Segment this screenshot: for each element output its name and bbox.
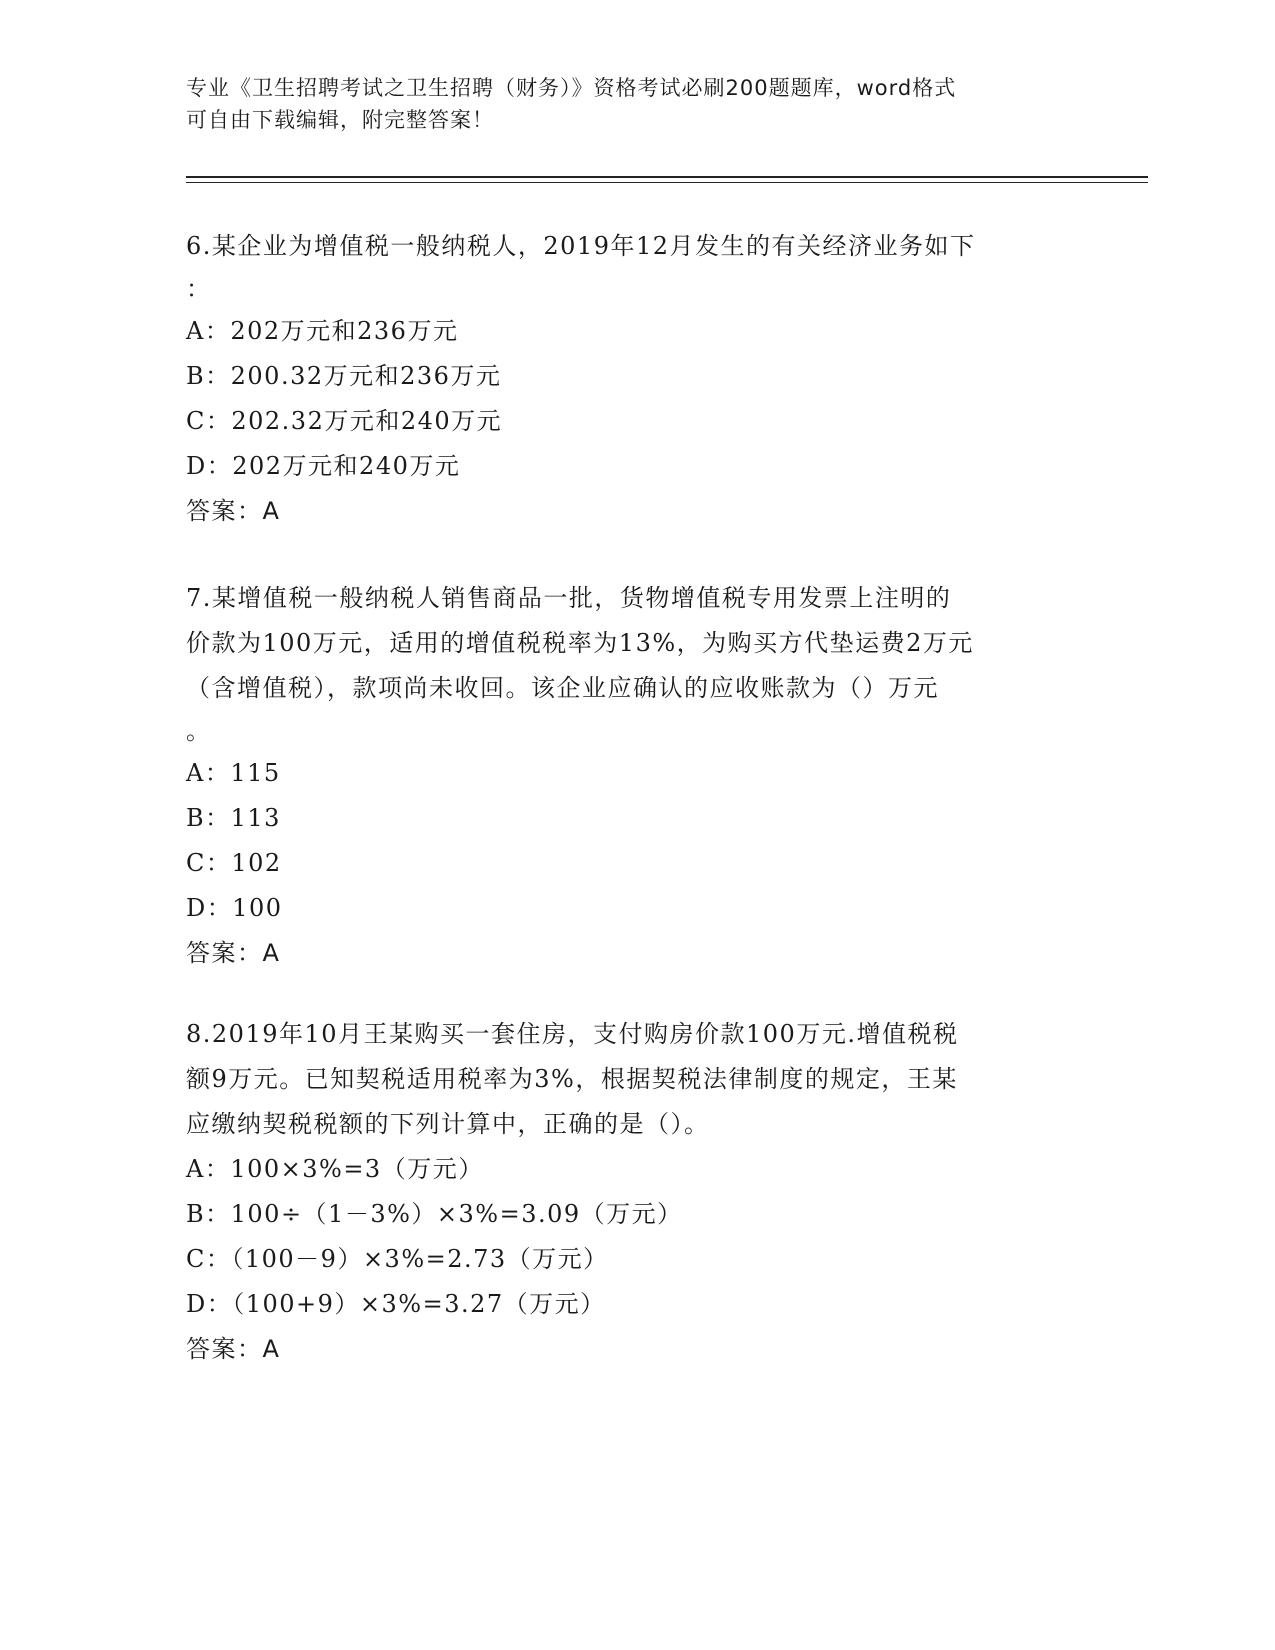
option-c: C：202.32万元和240万元 — [186, 407, 503, 435]
question-7 — [186, 576, 1076, 976]
question-stem-line: 8.2019年10月王某购买一套住房，支付购房价款100万元.增值税税 — [186, 1020, 959, 1048]
option-d: D：（100+9）×3%=3.27（万元） — [186, 1290, 606, 1318]
answer-label: 答案：A — [186, 497, 281, 525]
header-divider-thin — [186, 182, 1148, 183]
header-divider-thick — [186, 176, 1148, 178]
option-b: B：200.32万元和236万元 — [186, 362, 502, 390]
option-a: A：202万元和236万元 — [186, 317, 459, 345]
question-stem-line: （含增值税），款项尚未收回。该企业应确认的应收账款为（）万元 — [186, 674, 939, 702]
question-stem-line: 价款为100万元，适用的增值税税率为13%，为购买方代垫运费2万元 — [186, 629, 974, 657]
option-d: D：202万元和240万元 — [186, 452, 461, 480]
question-stem-line: 。 — [186, 717, 212, 745]
option-b: B：100÷（1－3%）×3%=3.09（万元） — [186, 1200, 683, 1228]
question-stem-line: 6.某企业为增值税一般纳税人，2019年12月发生的有关经济业务如下 — [186, 232, 976, 260]
question-stem-line: 额9万元。已知契税适用税率为3%，根据契税法律制度的规定，王某 — [186, 1065, 958, 1093]
option-d: D：100 — [186, 894, 283, 922]
option-c: C：（100－9）×3%=2.73（万元） — [186, 1245, 609, 1273]
question-stem-line: ： — [186, 275, 212, 303]
question-8 — [186, 1012, 1076, 1372]
document-header — [186, 72, 1086, 136]
question-stem-line: 应缴纳契税税额的下列计算中，正确的是（）。 — [186, 1110, 710, 1138]
option-b: B：113 — [186, 804, 281, 832]
header-line-2: 可自由下载编辑，附完整答案！ — [186, 108, 494, 132]
option-a: A：115 — [186, 759, 281, 787]
question-6 — [186, 224, 1076, 534]
option-a: A：100×3%=3（万元） — [186, 1155, 484, 1183]
option-c: C：102 — [186, 849, 282, 877]
header-line-1: 专业《卫生招聘考试之卫生招聘（财务）》资格考试必刷200题题库，word格式 — [186, 76, 957, 100]
answer-label: 答案：A — [186, 1335, 281, 1363]
answer-label: 答案：A — [186, 939, 281, 967]
question-stem-line: 7.某增值税一般纳税人销售商品一批，货物增值税专用发票上注明的 — [186, 584, 952, 612]
